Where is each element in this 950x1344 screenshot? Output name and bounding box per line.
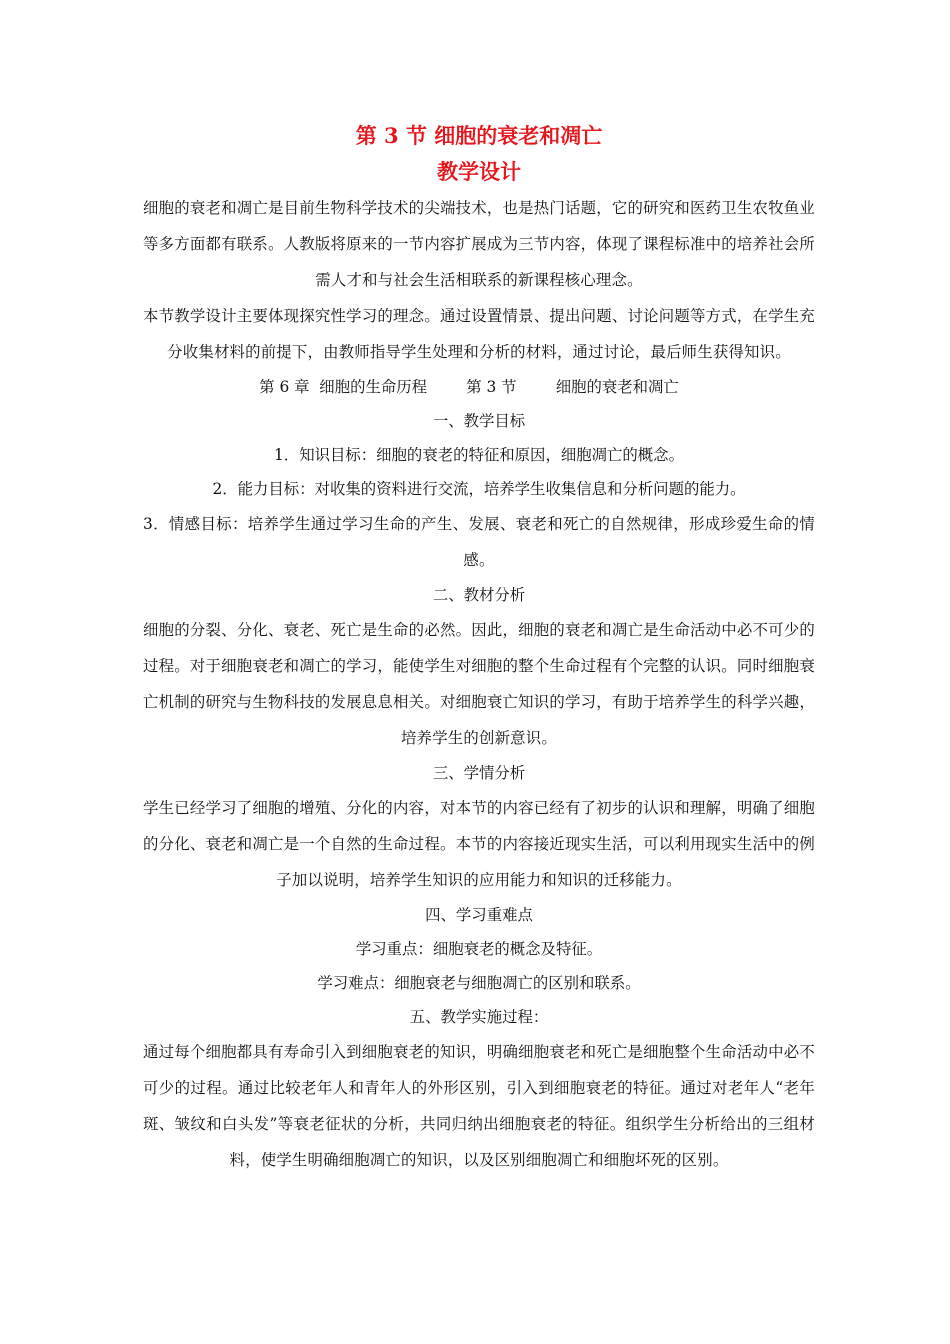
chapter-line xyxy=(123,370,815,404)
learner-paragraph: 学生已经学习了细胞的增殖、分化的内容，对本节的内容已经有了初步的认识和理解，明确了细胞的分化、衰老和凋亡是一个自然的生命过程。本节的内容接近现实生活，可以利用现实生活中的例子加以说明，培养学生知识的应用能力和知识的迁移能力。 xyxy=(143,799,815,889)
goals-heading: 一、教学目标 xyxy=(432,412,526,430)
process-paragraph: 通过每个细胞都具有寿命引入到细胞衰老的知识，明确细胞衰老和死亡是细胞整个生命活动中必不可少的过程。通过比较老年人和青年人的外形区别，引入到细胞衰老的特征。通过对老年人“老年斑、皱纹和白头发”等衰老征状的分析，共同归纳出细胞衰老的特征。组织学生分析给出的三组材料，使学生明确细胞凋亡的知识，以及区别细胞凋亡和细胞坏死的区别。 xyxy=(143,1043,815,1169)
chapter-label: 第 6 章 细胞的生命历程 xyxy=(259,378,428,396)
goal-item-emotion: 3．情感目标：培养学生通过学习生命的产生、发展、衰老和死亡的自然规律，形成珍爱生命的情感。 xyxy=(143,515,815,569)
material-heading: 二、教材分析 xyxy=(432,586,526,604)
document-body xyxy=(143,118,815,1178)
process-heading: 五、教学实施过程： xyxy=(409,1008,549,1026)
goal-item-knowledge: 1．知识目标：细胞的衰老的特征和原因，细胞凋亡的概念。 xyxy=(274,446,684,464)
document-subtitle: 教学设计 xyxy=(437,159,521,184)
section-label: 第 3 节 xyxy=(466,378,517,396)
key-point-focus: 学习重点：细胞衰老的概念及特征。 xyxy=(355,940,603,958)
intro-paragraph-2: 本节教学设计主要体现探究性学习的理念。通过设置情景、提出问题、讨论问题等方式，在学生充分收集材料的前提下，由教师指导学生处理和分析的材料，通过讨论，最后师生获得知识。 xyxy=(143,307,815,361)
learner-heading: 三、学情分析 xyxy=(432,764,526,782)
material-paragraph: 细胞的分裂、分化、衰老、死亡是生命的必然。因此，细胞的衰老和凋亡是生命活动中必不可少的过程。对于细胞衰老和凋亡的学习，能使学生对细胞的整个生命过程有个完整的认识。同时细胞衰亡机制的研究与生物科技的发展息息相关。对细胞衰亡知识的学习，有助于培养学生的科学兴趣，培养学生的创新意识。 xyxy=(143,621,815,747)
key-point-difficulty: 学习难点：细胞衰老与细胞凋亡的区别和联系。 xyxy=(317,974,641,992)
intro-paragraph-1: 细胞的衰老和凋亡是目前生物科学技术的尖端技术，也是热门话题，它的研究和医药卫生农牧鱼业等多方面都有联系。人教版将原来的一节内容扩展成为三节内容，体现了课程标准中的培养社会所需人才和与社会生活相联系的新课程核心理念。 xyxy=(143,199,815,289)
document-title: 第 3 节 细胞的衰老和凋亡 xyxy=(355,123,603,148)
key-points-heading: 四、学习重难点 xyxy=(425,906,533,924)
topic-label: 细胞的衰老和凋亡 xyxy=(555,378,679,396)
goal-item-ability: 2．能力目标：对收集的资料进行交流，培养学生收集信息和分析问题的能力。 xyxy=(212,480,746,498)
